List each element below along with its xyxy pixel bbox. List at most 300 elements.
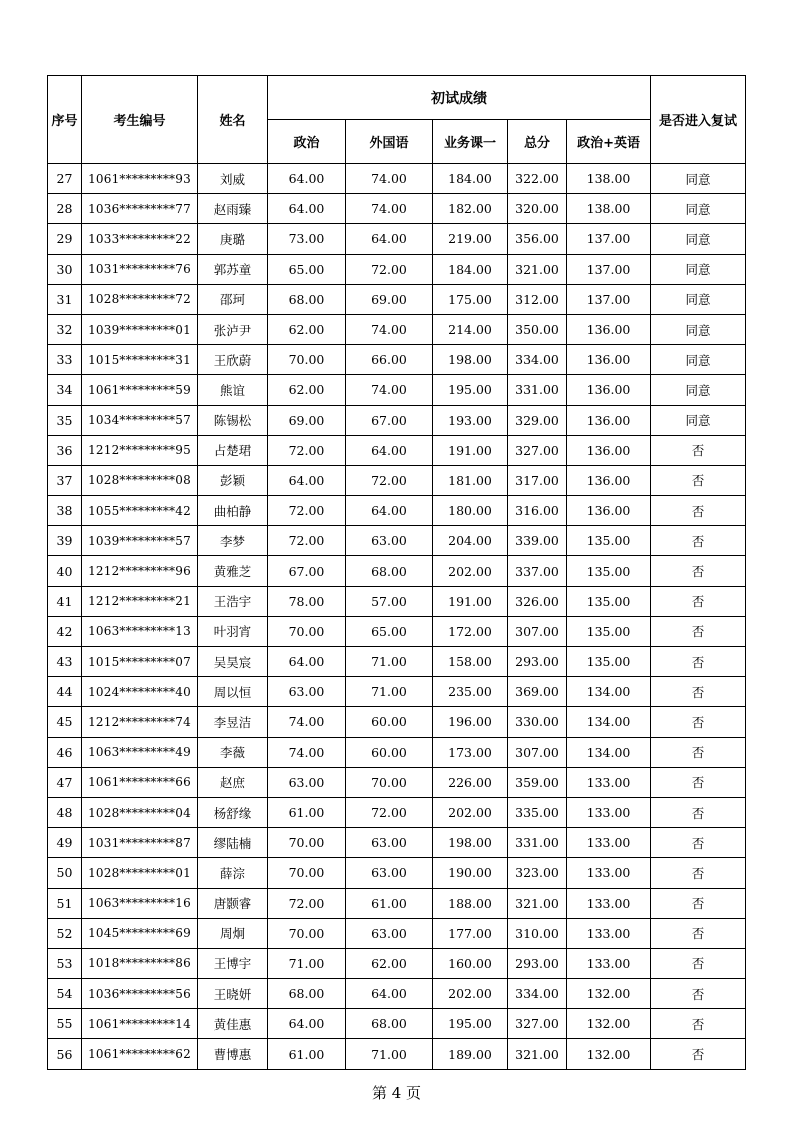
cell-retest: 否 (651, 948, 746, 978)
table-row (48, 375, 746, 405)
cell-retest: 同意 (651, 194, 746, 224)
cell-foreign-language: 68.00 (346, 556, 433, 586)
cell-index: 28 (48, 194, 82, 224)
cell-exam-id: 1015*********07 (82, 647, 198, 677)
cell-name: 李昱洁 (198, 707, 268, 737)
cell-major-course: 188.00 (433, 888, 508, 918)
cell-major-course: 202.00 (433, 979, 508, 1009)
cell-exam-id: 1018*********86 (82, 948, 198, 978)
cell-foreign-language: 72.00 (346, 254, 433, 284)
cell-major-course: 235.00 (433, 677, 508, 707)
cell-politics: 74.00 (268, 707, 346, 737)
cell-total: 321.00 (508, 888, 567, 918)
cell-index: 47 (48, 767, 82, 797)
cell-name: 黄雅芝 (198, 556, 268, 586)
header-index: 序号 (48, 76, 82, 164)
cell-politics: 62.00 (268, 375, 346, 405)
cell-exam-id: 1045*********69 (82, 918, 198, 948)
table-row (48, 405, 746, 435)
cell-politics-english: 132.00 (567, 979, 651, 1009)
cell-exam-id: 1063*********13 (82, 616, 198, 646)
cell-foreign-language: 63.00 (346, 828, 433, 858)
cell-exam-id: 1028*********72 (82, 284, 198, 314)
cell-index: 33 (48, 345, 82, 375)
cell-politics: 72.00 (268, 888, 346, 918)
cell-index: 49 (48, 828, 82, 858)
cell-retest: 否 (651, 918, 746, 948)
table-body (48, 164, 746, 1070)
cell-politics-english: 134.00 (567, 677, 651, 707)
cell-major-course: 177.00 (433, 918, 508, 948)
cell-retest: 否 (651, 616, 746, 646)
cell-retest: 同意 (651, 345, 746, 375)
cell-politics: 64.00 (268, 647, 346, 677)
cell-major-course: 214.00 (433, 314, 508, 344)
cell-politics-english: 135.00 (567, 647, 651, 677)
cell-name: 占楚珺 (198, 435, 268, 465)
cell-exam-id: 1034*********57 (82, 405, 198, 435)
cell-politics-english: 133.00 (567, 888, 651, 918)
cell-index: 37 (48, 465, 82, 495)
cell-politics: 68.00 (268, 979, 346, 1009)
cell-major-course: 173.00 (433, 737, 508, 767)
cell-foreign-language: 72.00 (346, 797, 433, 827)
cell-exam-id: 1061*********14 (82, 1009, 198, 1039)
header-foreign-language: 外国语 (346, 120, 433, 164)
cell-name: 王晓妍 (198, 979, 268, 1009)
cell-index: 31 (48, 284, 82, 314)
cell-politics: 78.00 (268, 586, 346, 616)
cell-index: 35 (48, 405, 82, 435)
header-exam-id: 考生编号 (82, 76, 198, 164)
cell-politics-english: 134.00 (567, 737, 651, 767)
table-row (48, 647, 746, 677)
cell-exam-id: 1031*********76 (82, 254, 198, 284)
table-row (48, 1009, 746, 1039)
table-row (48, 979, 746, 1009)
score-table (47, 75, 746, 1070)
cell-politics-english: 137.00 (567, 224, 651, 254)
cell-politics: 70.00 (268, 828, 346, 858)
cell-total: 320.00 (508, 194, 567, 224)
cell-politics-english: 136.00 (567, 435, 651, 465)
header-major-course: 业务课一 (433, 120, 508, 164)
cell-exam-id: 1063*********16 (82, 888, 198, 918)
cell-total: 310.00 (508, 918, 567, 948)
cell-index: 54 (48, 979, 82, 1009)
cell-politics: 64.00 (268, 194, 346, 224)
cell-politics: 71.00 (268, 948, 346, 978)
cell-name: 曲柏静 (198, 496, 268, 526)
cell-retest: 同意 (651, 224, 746, 254)
cell-foreign-language: 63.00 (346, 526, 433, 556)
cell-foreign-language: 65.00 (346, 616, 433, 646)
cell-retest: 否 (651, 767, 746, 797)
cell-exam-id: 1212*********74 (82, 707, 198, 737)
cell-total: 307.00 (508, 616, 567, 646)
cell-politics-english: 135.00 (567, 526, 651, 556)
cell-retest: 否 (651, 828, 746, 858)
cell-major-course: 180.00 (433, 496, 508, 526)
cell-foreign-language: 64.00 (346, 224, 433, 254)
cell-foreign-language: 60.00 (346, 737, 433, 767)
cell-politics-english: 136.00 (567, 345, 651, 375)
cell-name: 赵雨臻 (198, 194, 268, 224)
cell-name: 赵庶 (198, 767, 268, 797)
cell-politics-english: 136.00 (567, 405, 651, 435)
cell-name: 王浩宇 (198, 586, 268, 616)
cell-exam-id: 1036*********77 (82, 194, 198, 224)
table-row (48, 345, 746, 375)
cell-total: 337.00 (508, 556, 567, 586)
cell-exam-id: 1033*********22 (82, 224, 198, 254)
cell-index: 32 (48, 314, 82, 344)
cell-index: 52 (48, 918, 82, 948)
cell-name: 曹博惠 (198, 1039, 268, 1069)
cell-foreign-language: 66.00 (346, 345, 433, 375)
cell-retest: 否 (651, 979, 746, 1009)
cell-retest: 否 (651, 858, 746, 888)
cell-retest: 否 (651, 677, 746, 707)
cell-name: 熊谊 (198, 375, 268, 405)
cell-major-course: 193.00 (433, 405, 508, 435)
cell-name: 周以恒 (198, 677, 268, 707)
cell-politics-english: 133.00 (567, 948, 651, 978)
cell-total: 316.00 (508, 496, 567, 526)
table-row (48, 797, 746, 827)
cell-total: 331.00 (508, 375, 567, 405)
cell-politics-english: 135.00 (567, 556, 651, 586)
cell-total: 323.00 (508, 858, 567, 888)
cell-total: 350.00 (508, 314, 567, 344)
cell-retest: 同意 (651, 375, 746, 405)
cell-name: 王欣蔚 (198, 345, 268, 375)
cell-politics-english: 137.00 (567, 284, 651, 314)
cell-foreign-language: 61.00 (346, 888, 433, 918)
cell-major-course: 190.00 (433, 858, 508, 888)
cell-exam-id: 1024*********40 (82, 677, 198, 707)
cell-name: 郭苏童 (198, 254, 268, 284)
cell-name: 唐颢睿 (198, 888, 268, 918)
table-row (48, 224, 746, 254)
cell-name: 刘威 (198, 164, 268, 194)
cell-exam-id: 1061*********66 (82, 767, 198, 797)
cell-exam-id: 1039*********01 (82, 314, 198, 344)
cell-major-course: 189.00 (433, 1039, 508, 1069)
cell-major-course: 202.00 (433, 556, 508, 586)
cell-retest: 同意 (651, 254, 746, 284)
header-total: 总分 (508, 120, 567, 164)
cell-exam-id: 1028*********08 (82, 465, 198, 495)
table-row (48, 526, 746, 556)
cell-name: 王博宇 (198, 948, 268, 978)
cell-politics: 70.00 (268, 858, 346, 888)
cell-name: 邵珂 (198, 284, 268, 314)
cell-index: 43 (48, 647, 82, 677)
cell-major-course: 160.00 (433, 948, 508, 978)
cell-politics: 68.00 (268, 284, 346, 314)
cell-foreign-language: 67.00 (346, 405, 433, 435)
cell-politics: 61.00 (268, 1039, 346, 1069)
cell-foreign-language: 57.00 (346, 586, 433, 616)
cell-index: 39 (48, 526, 82, 556)
table-row (48, 284, 746, 314)
cell-politics-english: 136.00 (567, 496, 651, 526)
cell-index: 38 (48, 496, 82, 526)
cell-major-course: 226.00 (433, 767, 508, 797)
cell-total: 334.00 (508, 979, 567, 1009)
cell-retest: 否 (651, 707, 746, 737)
cell-foreign-language: 68.00 (346, 1009, 433, 1039)
cell-politics: 64.00 (268, 465, 346, 495)
cell-politics-english: 136.00 (567, 375, 651, 405)
cell-politics-english: 133.00 (567, 828, 651, 858)
cell-total: 359.00 (508, 767, 567, 797)
cell-politics: 70.00 (268, 345, 346, 375)
cell-foreign-language: 74.00 (346, 194, 433, 224)
cell-retest: 否 (651, 737, 746, 767)
table-row (48, 707, 746, 737)
cell-name: 陈锡松 (198, 405, 268, 435)
table-row (48, 767, 746, 797)
cell-name: 彭颖 (198, 465, 268, 495)
cell-major-course: 198.00 (433, 345, 508, 375)
cell-total: 321.00 (508, 1039, 567, 1069)
header-name: 姓名 (198, 76, 268, 164)
table-row (48, 1039, 746, 1069)
cell-name: 李梦 (198, 526, 268, 556)
cell-exam-id: 1212*********96 (82, 556, 198, 586)
cell-index: 44 (48, 677, 82, 707)
cell-foreign-language: 71.00 (346, 1039, 433, 1069)
cell-index: 36 (48, 435, 82, 465)
cell-name: 吴昊宸 (198, 647, 268, 677)
cell-foreign-language: 64.00 (346, 435, 433, 465)
cell-major-course: 182.00 (433, 194, 508, 224)
cell-exam-id: 1212*********95 (82, 435, 198, 465)
cell-index: 51 (48, 888, 82, 918)
cell-name: 张泸尹 (198, 314, 268, 344)
cell-politics: 63.00 (268, 767, 346, 797)
table-row (48, 314, 746, 344)
cell-total: 369.00 (508, 677, 567, 707)
table-row (48, 616, 746, 646)
cell-index: 56 (48, 1039, 82, 1069)
table-row (48, 948, 746, 978)
cell-index: 48 (48, 797, 82, 827)
cell-name: 周炯 (198, 918, 268, 948)
cell-exam-id: 1015*********31 (82, 345, 198, 375)
cell-index: 34 (48, 375, 82, 405)
cell-major-course: 204.00 (433, 526, 508, 556)
cell-name: 李薇 (198, 737, 268, 767)
cell-foreign-language: 63.00 (346, 918, 433, 948)
cell-major-course: 172.00 (433, 616, 508, 646)
cell-major-course: 198.00 (433, 828, 508, 858)
cell-name: 叶羽宵 (198, 616, 268, 646)
cell-major-course: 175.00 (433, 284, 508, 314)
cell-politics-english: 133.00 (567, 767, 651, 797)
cell-retest: 同意 (651, 164, 746, 194)
cell-exam-id: 1061*********62 (82, 1039, 198, 1069)
cell-politics-english: 137.00 (567, 254, 651, 284)
cell-index: 50 (48, 858, 82, 888)
cell-foreign-language: 71.00 (346, 677, 433, 707)
cell-politics: 70.00 (268, 918, 346, 948)
cell-exam-id: 1031*********87 (82, 828, 198, 858)
cell-name: 庚璐 (198, 224, 268, 254)
cell-major-course: 195.00 (433, 1009, 508, 1039)
cell-major-course: 184.00 (433, 164, 508, 194)
cell-politics-english: 134.00 (567, 707, 651, 737)
cell-politics: 74.00 (268, 737, 346, 767)
page-number: 第 4 页 (371, 1084, 422, 1102)
cell-politics: 73.00 (268, 224, 346, 254)
cell-exam-id: 1028*********04 (82, 797, 198, 827)
table-row (48, 677, 746, 707)
cell-total: 334.00 (508, 345, 567, 375)
cell-foreign-language: 64.00 (346, 496, 433, 526)
cell-index: 55 (48, 1009, 82, 1039)
cell-politics-english: 138.00 (567, 164, 651, 194)
cell-foreign-language: 64.00 (346, 979, 433, 1009)
cell-politics: 72.00 (268, 526, 346, 556)
cell-foreign-language: 62.00 (346, 948, 433, 978)
cell-politics-english: 135.00 (567, 616, 651, 646)
cell-retest: 否 (651, 465, 746, 495)
table-row (48, 435, 746, 465)
cell-retest: 否 (651, 647, 746, 677)
cell-total: 322.00 (508, 164, 567, 194)
cell-name: 杨舒缘 (198, 797, 268, 827)
table-row (48, 556, 746, 586)
cell-exam-id: 1063*********49 (82, 737, 198, 767)
cell-exam-id: 1028*********01 (82, 858, 198, 888)
cell-total: 327.00 (508, 1009, 567, 1039)
cell-politics: 72.00 (268, 496, 346, 526)
table-row (48, 828, 746, 858)
cell-total: 293.00 (508, 948, 567, 978)
cell-total: 321.00 (508, 254, 567, 284)
cell-foreign-language: 60.00 (346, 707, 433, 737)
cell-retest: 同意 (651, 314, 746, 344)
cell-politics: 63.00 (268, 677, 346, 707)
table-row (48, 737, 746, 767)
cell-index: 41 (48, 586, 82, 616)
cell-major-course: 202.00 (433, 797, 508, 827)
header-politics-english: 政治+英语 (567, 120, 651, 164)
cell-foreign-language: 69.00 (346, 284, 433, 314)
cell-major-course: 191.00 (433, 586, 508, 616)
cell-politics: 72.00 (268, 435, 346, 465)
cell-total: 339.00 (508, 526, 567, 556)
cell-total: 312.00 (508, 284, 567, 314)
cell-politics: 65.00 (268, 254, 346, 284)
cell-total: 356.00 (508, 224, 567, 254)
cell-total: 327.00 (508, 435, 567, 465)
cell-foreign-language: 74.00 (346, 314, 433, 344)
cell-major-course: 219.00 (433, 224, 508, 254)
cell-politics-english: 132.00 (567, 1009, 651, 1039)
cell-total: 293.00 (508, 647, 567, 677)
cell-index: 45 (48, 707, 82, 737)
cell-total: 317.00 (508, 465, 567, 495)
header-prelim-group: 初试成绩 (268, 76, 651, 120)
cell-politics-english: 133.00 (567, 918, 651, 948)
cell-index: 30 (48, 254, 82, 284)
table-row (48, 194, 746, 224)
cell-major-course: 195.00 (433, 375, 508, 405)
cell-politics-english: 136.00 (567, 314, 651, 344)
cell-foreign-language: 70.00 (346, 767, 433, 797)
cell-total: 330.00 (508, 707, 567, 737)
cell-name: 缪陆楠 (198, 828, 268, 858)
cell-retest: 否 (651, 1039, 746, 1069)
cell-index: 53 (48, 948, 82, 978)
cell-politics: 62.00 (268, 314, 346, 344)
cell-retest: 同意 (651, 405, 746, 435)
cell-retest: 否 (651, 435, 746, 465)
cell-retest: 否 (651, 797, 746, 827)
cell-major-course: 181.00 (433, 465, 508, 495)
cell-retest: 否 (651, 888, 746, 918)
cell-politics-english: 133.00 (567, 858, 651, 888)
header-retest: 是否进入复试 (651, 76, 746, 164)
score-sheet (47, 75, 745, 1070)
cell-politics: 61.00 (268, 797, 346, 827)
cell-retest: 否 (651, 556, 746, 586)
cell-foreign-language: 71.00 (346, 647, 433, 677)
table-row (48, 254, 746, 284)
cell-total: 307.00 (508, 737, 567, 767)
cell-name: 黄佳惠 (198, 1009, 268, 1039)
cell-politics-english: 136.00 (567, 465, 651, 495)
cell-index: 40 (48, 556, 82, 586)
cell-total: 335.00 (508, 797, 567, 827)
cell-total: 331.00 (508, 828, 567, 858)
cell-retest: 否 (651, 496, 746, 526)
cell-exam-id: 1061*********93 (82, 164, 198, 194)
table-row (48, 465, 746, 495)
cell-foreign-language: 63.00 (346, 858, 433, 888)
cell-retest: 否 (651, 1009, 746, 1039)
table-row (48, 496, 746, 526)
cell-politics: 64.00 (268, 164, 346, 194)
cell-politics: 69.00 (268, 405, 346, 435)
table-row (48, 586, 746, 616)
table-row (48, 858, 746, 888)
cell-retest: 同意 (651, 284, 746, 314)
cell-exam-id: 1212*********21 (82, 586, 198, 616)
table-row (48, 164, 746, 194)
cell-index: 46 (48, 737, 82, 767)
cell-major-course: 158.00 (433, 647, 508, 677)
table-row (48, 918, 746, 948)
cell-major-course: 191.00 (433, 435, 508, 465)
cell-retest: 否 (651, 526, 746, 556)
cell-foreign-language: 74.00 (346, 164, 433, 194)
cell-exam-id: 1036*********56 (82, 979, 198, 1009)
cell-major-course: 184.00 (433, 254, 508, 284)
cell-total: 329.00 (508, 405, 567, 435)
cell-politics-english: 133.00 (567, 797, 651, 827)
cell-politics: 70.00 (268, 616, 346, 646)
cell-index: 29 (48, 224, 82, 254)
cell-major-course: 196.00 (433, 707, 508, 737)
cell-retest: 否 (651, 586, 746, 616)
cell-foreign-language: 72.00 (346, 465, 433, 495)
cell-politics: 67.00 (268, 556, 346, 586)
